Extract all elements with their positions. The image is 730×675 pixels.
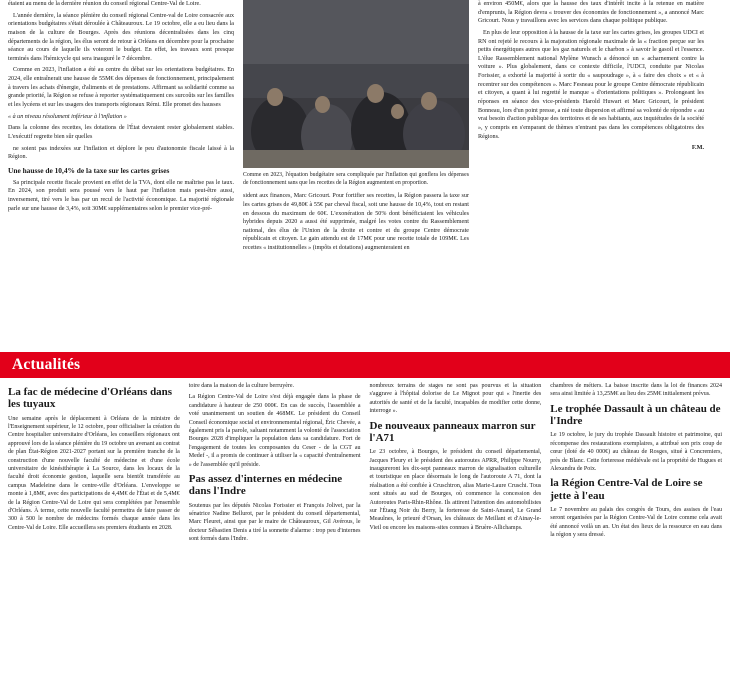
paragraph: Le 7 novembre au palais des congrès de Tours, des assises de l'eau seront organisées par la Région Centre-Val de Loire comme cela avait été annoncé voilà un an. Un état des lieux de la ressource en eau dans la région y sera dressé.: [550, 506, 722, 539]
lead-column-2: [243, 0, 469, 352]
paragraph: sident aux finances, Marc Gricourt. Pour fortifier ses recettes, la Région passera la taxe sur les cartes grises de 49,80€ à 55€ par cheval fiscal, soit une hausse de 10,4%, tout en restant en dessous du maximum de 60€. L'exonération de 50% dont bénéficiaient les véhicules hybrides depuis 2020 a aussi été supprimée, malgré les votes contre du Rassemblement national, des élus de l'Union de la droite et contre et du groupe Centre démocrate républicain et citoyen. Le gain attendu est de 17M€ pour une recette totale de 109M€. Les recettes « institutionnelles » (impôts et dotations) augmenteraient en: [243, 193, 469, 252]
news-column-3: [370, 382, 542, 675]
news-body: [550, 431, 722, 473]
lead-column-3: [478, 0, 704, 352]
paragraph: étaient au menu de la dernière réunion du conseil régional Centre-Val de Loire.: [8, 1, 201, 7]
paragraph: Le 23 octobre, à Bourges, le président du conseil départemental, Jacques Fleury et le président des autoroutes APRR, Philippe Nourry, inaugureront les dix-sept panneaux marron de signalisation culturelle et touristique en place désormais le long de l'autoroute A 71, dont la réalisation a été confiée à Cruschtron, alias Marie-Laure Cruschi. Tous sont situés au sud de Bourges, où commence la concession des Autoroutes Paris-Rhin-Rhône. Ils attirent l'attention des automobilistes sur l'Étang Noir du Berry, la forteresse de Saint-Amand, Le Grand Meaulnes, le prieuré d'Orsan, les châteaux de Meillant et d'Ainay-le-Vieil ou encore les maisons-sites connues à Bruère-Allichamps.: [369, 449, 542, 531]
lead-column-1: [8, 0, 234, 352]
paragraph: ne soient pas indexées sur l'inflation et déplore le peu d'autonomie fiscale laissé à la Région.: [8, 145, 234, 161]
news-grid: [0, 382, 730, 675]
paragraph: Le 19 octobre, le jury du trophée Dassault histoire et patrimoine, qui récompense des restaurations exemplaires, a attribué son prix coup de cœur (doté de 40 000€) au château de Rosges, situé à Concremiers, près de Blanc. Cette forteresse médiévale est la propriété de Hugues et Alexandra de Poix.: [550, 432, 722, 472]
news-column-2: [189, 382, 361, 675]
paragraph: Soutenus par les députés Nicolas Forissier et François Jolivet, par la sénatrice Nadine Bellurot, par le président du conseil départemental, Marc Fleuret, ainsi que par le maire de Châteauroux, Gil Avérous, le docteur Sébastien Denis a tiré la sonnette d'alarme : trop peu d'internes sont formés dans l'Indre.: [188, 502, 361, 543]
article-byline: F.M.: [691, 144, 704, 152]
article-subheading: Une hausse de 10,4% de la taxe sur les cartes grises: [8, 165, 170, 175]
paragraph: à environ 450M€, alors que la hausse des taux d'intérêt incite à la retenue en matière d'emprunts, la Région devra « trouver des économies de fonctionnement », a annoncé Marc Gricourt. Nous y travaillons avec les services dans chaque politique publique.: [478, 1, 704, 25]
pull-quote: « à un niveau résolument inférieur à l'inflation »: [8, 113, 127, 120]
news-headline: Pas assez d'internes en médecine dans l'Indre: [188, 472, 343, 498]
news-column-4: [550, 382, 722, 675]
paragraph: Dans la colonne des recettes, les dotations de l'État devraient rester globalement stables. L'exécutif regrette bien sûr quelles: [8, 125, 234, 140]
paragraph: Une semaine après le déplacement à Orléans de la ministre de l'Enseignement supérieur, le 12 octobre, pour officialiser la création du Centre hospitalier universitaire d'Orléans, les conseillers régionaux ont approuvé lors de la séance plénière du 19 octobre un avenant au contrat de plan État-Région 2021-2027 portant sur la première tranche de la construction d'une nouvelle faculté de médecine et d'une école universitaire de kinésithérapie à La Source, dans les locaux de la faculté droit économie gestion, laquelle sera bientôt transférée au campus Madeleine dans le centre-ville d'Orléans. L'enveloppe se monte à 1,8M€, avec des participations de 4,4M€ de l'État et de 5,4M€ de la Région Centre-Val de Loire qui sera complétées par l'ensemble d'Orléans. À terme, cette nouvelle faculté permettra de faire passer de 300 à 500 le nombre de médecins formés chaque année dans les Centre-Val de Loire. Elle accueillera ses premiers étudiants en 2028.: [8, 415, 180, 531]
news-body: [189, 502, 361, 544]
section-title: Actualités: [12, 356, 81, 373]
paragraph: Comme en 2023, l'inflation a été au centre du débat sur les orientations budgétaires. En 2024, elle entraînerait une hausse de 55M€ des dépenses de fonctionnement, principalement à travers les achats d'énergie, d'aliments et de prestations. Affirmant sa solidarité comme sa grande priorité, la Région se refuse à reporter systématiquement ces surcoûts sur les familles et les lycéens et sur les usagers des transports régionaux Rémi. Elle promet des hausses: [8, 67, 234, 109]
news-body: [189, 382, 361, 469]
paragraph: En plus de leur opposition à la hausse de la taxe sur les cartes grises, les groupes UDCI et RN ont rejeté le recours à la majoration régionale maximale de la « fraction perçue sur les petits énergétiques autres que les gaz naturels et le charbon » à savoir le gasoil et l'essence. L'élue Rassemblement national Mylène Wunsch a dénoncé un « acharnement contre la voiture ». Plus globalement, dans ce contexte difficile, l'UDCI, conduite par Nicolas Forissier, a exhorté la majorité à sortir du « saupoudrage », à « faire des choix » et « à recentrer sur des compétences ». Marc Fesneau pour le groupe Centre démocrate républicain et citoyen, a quant à lui regretté le manque « d'orientations politiques ». Prolongeant les réponses en séance des vice-présidents Harold Huwart et Marc Gricourt, le président Bonneau, lors d'un point presse, a nié toute dispersion et affirmé sa volonté de répondre « au vrai besoin d'action publique des territoires et de ses habitants, aux inquiétudes de la société », y compris en s'emparant de thèmes n'entrant pas dans les compétences obligatoires des Régions.: [478, 29, 704, 140]
paragraph: nombreux terrains de stages ne sont pas pourvus et la situation s'aggrave à l'hôpital dolorise de Le Mignot pour qui « l'inertie des autorités de santé et de la faculté, incapables de modifier cette donne, interroge ».: [369, 383, 542, 415]
news-body: [550, 382, 722, 399]
paragraph: toire dans la maison de la culture berruyère.: [188, 383, 295, 389]
news-headline: Le trophée Dassault à un château de l'Indre: [550, 402, 721, 428]
paragraph: chambres de métiers. La baisse inscrite dans la loi de finances 2024 sera ainsi limitée à 13,25M€ au lieu des 25M€ initialement prévus.: [550, 383, 722, 398]
paragraph: La Région Centre-Val de Loire s'est déjà engagée dans la phase de candidature à hauteur de 250 000€. En cas de succès, l'assemblée a voté unanimement un soutien de 468M€. Le président du Conseil Conseil économique social et environnemental régional, Éric Chevée, a également pris la parole, saluant notamment la volonté de l'association Bourges 2028 d'impliquer la population dans sa candidature. Fort de l'engagement de toutes les composantes du Ceser - de la CGT au Medef -, il a promis de continuer à utiliser la « capacité d'entraînement » de l'assemblée qu'il préside.: [188, 394, 361, 468]
paragraph: Sa principale recette fiscale provient en effet de la TVA, dont elle ne maîtrise pas le taux. En 2024, son produit sera poussé vers le haut par l'inflation mais peut-être aussi, inversement, tiré vers le bas par un recul de l'activité économique. La majorité régionale parle sur une hausse de 3,4%, soit 30M€ supplémentaires selon le premier vice-pré-: [8, 179, 234, 212]
news-body: [370, 382, 542, 416]
news-body: [550, 506, 722, 540]
news-body: [370, 448, 542, 532]
news-headline: La fac de médecine d'Orléans dans les tuyaux: [8, 386, 173, 411]
photo-caption: Comme en 2023, l'équation budgétaire sera compliquée par l'inflation qui gonflera les dépenses de fonctionnement sans que les recettes de la Région augmentent en proportion.: [243, 172, 469, 187]
news-column-1: [8, 382, 180, 675]
news-headline: De nouveaux panneaux marron sur l'A71: [369, 419, 536, 444]
section-band: [0, 352, 730, 378]
news-headline: la Région Centre-Val de Loire se jette à l'eau: [550, 477, 703, 502]
article-photo: [243, 0, 469, 168]
news-body: [8, 415, 180, 532]
paragraph: L'année dernière, la séance plénière du conseil régional Centre-val de Loire consacrée aux orientations budgétaires s'était déroulée à Châteauroux. Le 19 octobre, elle a eu lieu dans la maison de la culture de Bourges. Après des réunions décentralisées dans les cinq départements de la région, les élus seront de retour à Orléans en décembre pour la prochaine séance au cours de laquelle ils voteront le budget. En effet, les travaux sont presque terminés dans l'hémicycle qui sera inauguré le 7 décembre.: [8, 12, 234, 62]
